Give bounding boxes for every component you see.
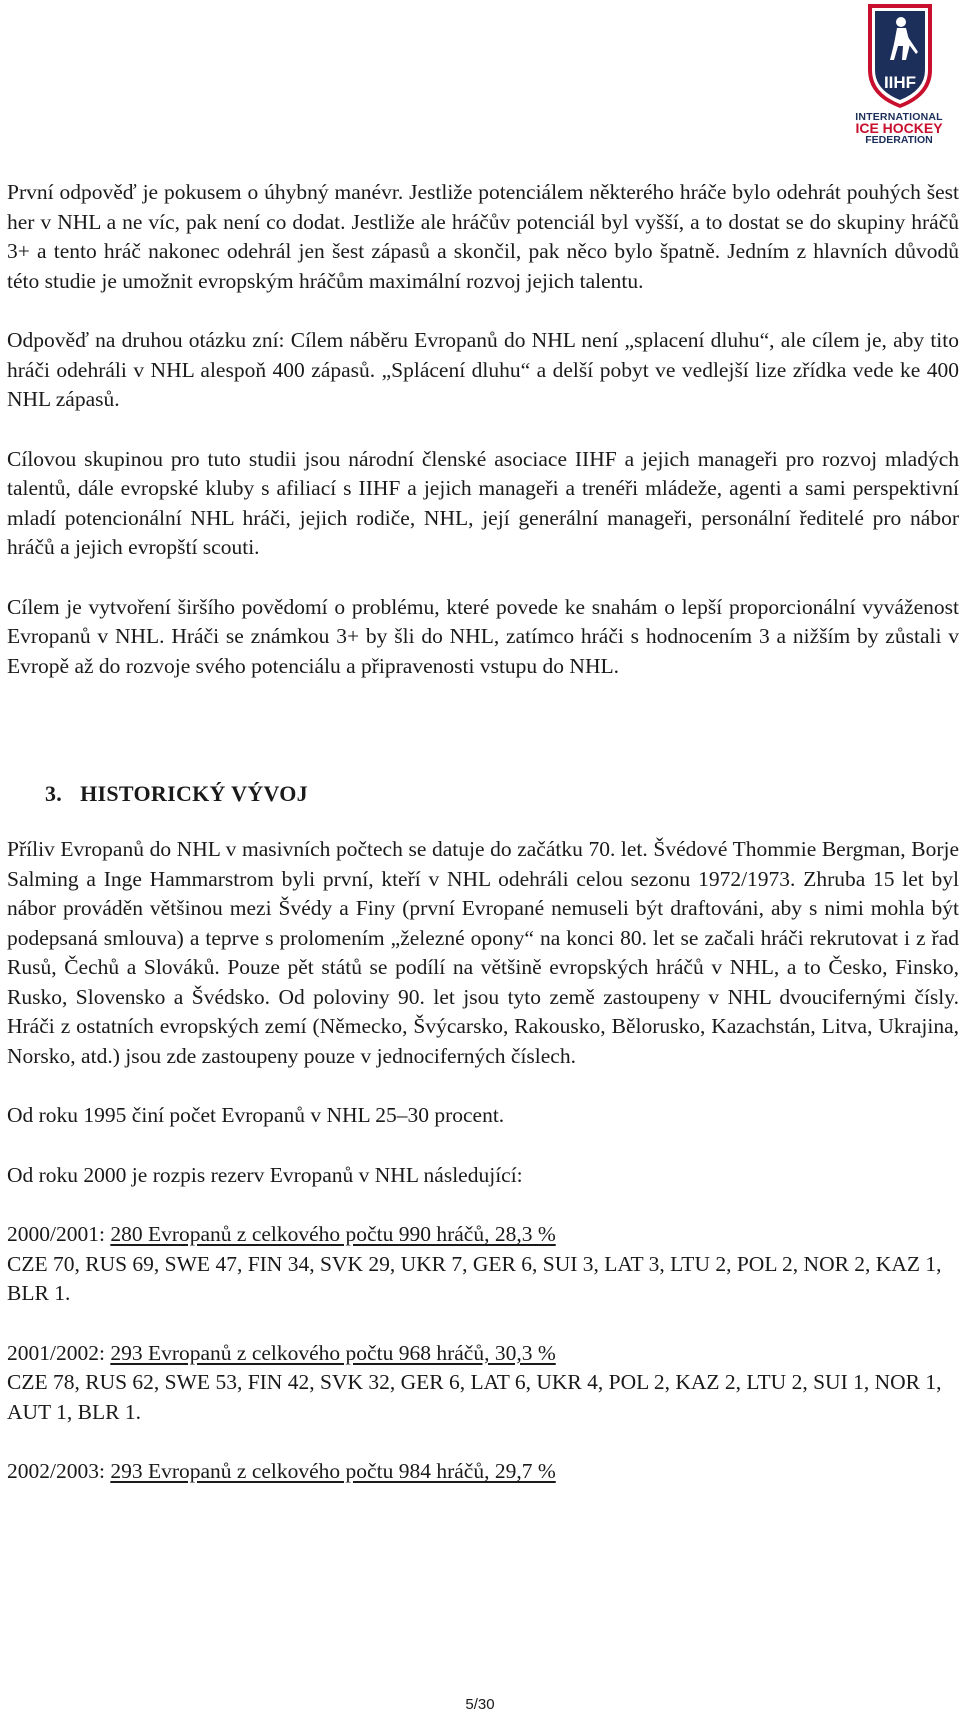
paragraph-first-answer: První odpověď je pokusem o úhybný manévr. Jestliže potenciálem některého hráče bylo odehrát pouhých šest her v NHL a ne víc, pak není co dodat. Jestliže ale hráčův potenciál byl vyšší, a to dostat se do skupiny hráčů 3+ a tento hráč nakonec odehrál jen šest zápasů a skončil, pak něco bylo špatně. Jedním z hlavních důvodů této studie je umožnit evropským hráčům maximální rozvoj jejich talentu.	[7, 180, 959, 293]
page-number: 5/30	[465, 1696, 495, 1713]
section-number: 3.	[45, 781, 63, 806]
iihf-logo-text	[840, 112, 958, 145]
paragraph-breakdown-intro: Od roku 2000 je rozpis rezerv Evropanů v NHL následující:	[7, 1162, 523, 1187]
season-line	[7, 1220, 959, 1250]
logo-line-1: INTERNATIONAL	[855, 111, 943, 123]
logo-line-3: FEDERATION	[865, 134, 933, 146]
svg-text:IIHF: IIHF	[883, 73, 917, 92]
season-countries: CZE 78, RUS 62, SWE 53, FIN 42, SVK 32, GER 6, LAT 6, UKR 4, POL 2, KAZ 2, LTU 2, SUI 1, NOR 1, AUT 1, BLR 1.	[7, 1370, 942, 1424]
season-label: 2002/2003:	[7, 1459, 111, 1483]
paragraph-percentage: Od roku 1995 činí počet Evropanů v NHL 25–30 procent.	[7, 1103, 505, 1127]
season-summary: 293 Evropanů z celkového počtu 968 hráčů, 30,3 %	[110, 1340, 556, 1365]
paragraph-goal: Cílem je vytvoření širšího povědomí o problému, které povede ke snahám o lepší proporcionální vyváženost Evropanů v NHL. Hráči se známkou 3+ by šli do NHL, zatímco hráči s hodnocením 3 a nižším by zůstali v Evropě až do rozvoje svého potenciálu a připravenosti vstupu do NHL.	[7, 594, 959, 678]
document-body	[7, 178, 959, 1487]
logo-line-2: ICE HOCKEY	[855, 120, 943, 136]
section-heading	[45, 781, 959, 807]
paragraph-history: Příliv Evropanů do NHL v masivních počtech se datuje do začátku 70. let. Švédové Thommie Bergman, Borje Salming a Inge Hammarstrom byli první, kteří v NHL odehráli celou sezonu 1972/1973. Zhruba 15 let byl nábor prováděn většinou mezi Švédy a Finy (první Evropané nemuseli být draftováni, aby s nimi mohla být podepsaná smlouva) a teprve s prolomením „železné opony“ na konci 80. let se začali hráči rekrutovat i z řad Rusů, Čechů a Slováků. Pouze pět států se podílí na většině evropských hráčů v NHL, a to Česko, Finsko, Rusko, Slovensko a Švédsko. Od poloviny 90. let jsou tyto země zastoupeny v NHL dvoucifernými čísly. Hráči z ostatních evropských zemí (Německo, Švýcarsko, Rakousko, Bělorusko, Kazachstán, Litva, Ukrajina, Norsko, atd.) jsou zde zastoupeny pouze v jednociferných číslech.	[7, 837, 959, 1068]
season-line	[7, 1457, 959, 1487]
section-title: HISTORICKÝ VÝVOJ	[80, 781, 308, 806]
season-line	[7, 1339, 959, 1369]
season-label: 2001/2002:	[7, 1340, 111, 1365]
paragraph-target-group: Cílovou skupinou pro tuto studii jsou národní členské asociace IIHF a jejich manageři pro rozvoj mladých talentů, dále evropské kluby s afiliací s IIHF a jejich manageři a trenéři mládeže, agenti a sami perspektivní mladí potencionální NHL hráči, jejich rodiče, NHL, její generální manageři, personální ředitelé pro nábor hráčů a jejich evropští scouti.	[7, 446, 959, 559]
season-countries: CZE 70, RUS 69, SWE 47, FIN 34, SVK 29, UKR 7, GER 6, SUI 3, LAT 3, LTU 2, POL 2, NOR 2, KAZ 1, BLR 1.	[7, 1251, 942, 1305]
season-summary: 293 Evropanů z celkového počtu 984 hráčů, 29,7 %	[110, 1459, 556, 1483]
paragraph-second-answer: Odpověď na druhou otázku zní: Cílem náběru Evropanů do NHL není „splacení dluhu“, ale cílem je, aby tito hráči odehráli v NHL alespoň 400 zápasů. „Splácení dluhu“ a delší pobyt ve vedlejší lize zřídka vede ke 400 NHL zápasů.	[7, 328, 959, 411]
season-summary: 280 Evropanů z celkového počtu 990 hráčů, 28,3 %	[110, 1222, 556, 1246]
season-label: 2000/2001:	[7, 1222, 111, 1246]
